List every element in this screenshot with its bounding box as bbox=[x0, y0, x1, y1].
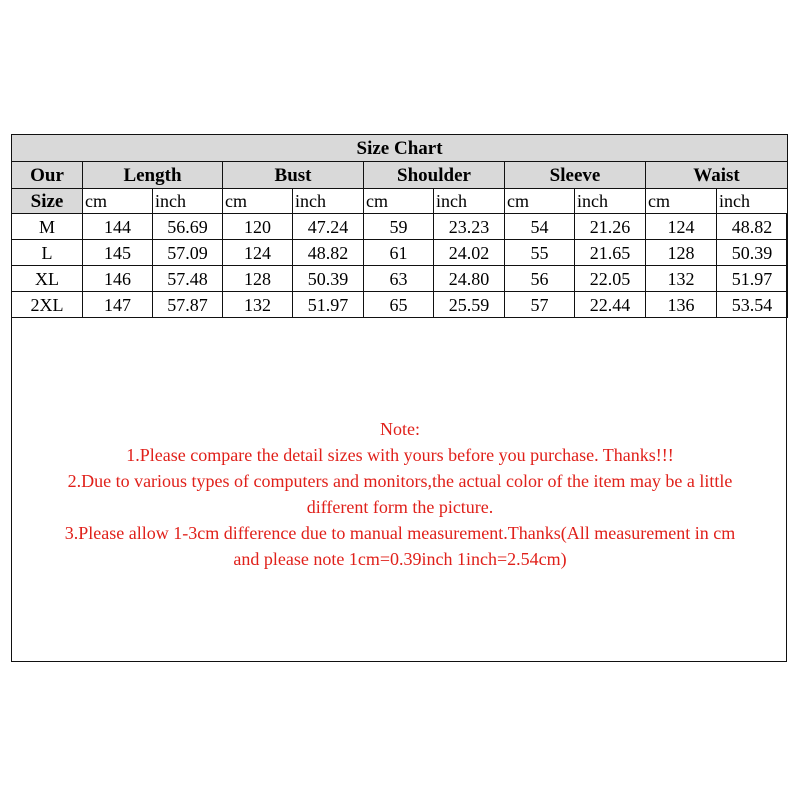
unit-cm: cm bbox=[83, 189, 153, 214]
table-cell: 57 bbox=[505, 292, 575, 318]
table-cell: 47.24 bbox=[293, 214, 364, 240]
table-cell: 57.09 bbox=[153, 240, 223, 266]
unit-inch: inch bbox=[575, 189, 646, 214]
header-shoulder: Shoulder bbox=[364, 162, 505, 189]
table-cell: 51.97 bbox=[293, 292, 364, 318]
table-cell: 56.69 bbox=[153, 214, 223, 240]
unit-inch: inch bbox=[153, 189, 223, 214]
table-cell: 22.44 bbox=[575, 292, 646, 318]
table-cell: 51.97 bbox=[717, 266, 788, 292]
size-cell: XL bbox=[12, 266, 83, 292]
table-cell: 124 bbox=[223, 240, 293, 266]
table-row bbox=[12, 214, 788, 240]
table-cell: 132 bbox=[646, 266, 717, 292]
header-waist: Waist bbox=[646, 162, 788, 189]
table-cell: 145 bbox=[83, 240, 153, 266]
unit-cm: cm bbox=[505, 189, 575, 214]
unit-inch: inch bbox=[717, 189, 788, 214]
table-cell: 128 bbox=[223, 266, 293, 292]
table-cell: 132 bbox=[223, 292, 293, 318]
table-cell: 48.82 bbox=[717, 214, 788, 240]
size-header-bottom: Size bbox=[12, 189, 83, 214]
size-cell: M bbox=[12, 214, 83, 240]
note-line: 1.Please compare the detail sizes with yours before you purchase. Thanks!!! bbox=[126, 445, 674, 465]
size-header-top: Our bbox=[12, 162, 83, 189]
table-cell: 48.82 bbox=[293, 240, 364, 266]
table-cell: 56 bbox=[505, 266, 575, 292]
note-line: and please note 1cm=0.39inch 1inch=2.54cm) bbox=[233, 549, 567, 569]
table-cell: 54 bbox=[505, 214, 575, 240]
table-cell: 53.54 bbox=[717, 292, 788, 318]
table-cell: 50.39 bbox=[293, 266, 364, 292]
table-row bbox=[12, 240, 788, 266]
header-length: Length bbox=[83, 162, 223, 189]
table-cell: 120 bbox=[223, 214, 293, 240]
table-cell: 146 bbox=[83, 266, 153, 292]
notes-block bbox=[12, 416, 788, 572]
title-row bbox=[12, 135, 788, 162]
header-sleeve: Sleeve bbox=[505, 162, 646, 189]
table-cell: 57.48 bbox=[153, 266, 223, 292]
unit-cm: cm bbox=[646, 189, 717, 214]
table-cell: 147 bbox=[83, 292, 153, 318]
table-cell: 136 bbox=[646, 292, 717, 318]
table-cell: 21.65 bbox=[575, 240, 646, 266]
table-cell: 63 bbox=[364, 266, 434, 292]
table-cell: 128 bbox=[646, 240, 717, 266]
size-cell: L bbox=[12, 240, 83, 266]
table-cell: 55 bbox=[505, 240, 575, 266]
table-row bbox=[12, 266, 788, 292]
table-cell: 21.26 bbox=[575, 214, 646, 240]
note-line: different form the picture. bbox=[306, 497, 494, 517]
table-cell: 144 bbox=[83, 214, 153, 240]
table-cell: 59 bbox=[364, 214, 434, 240]
size-cell: 2XL bbox=[12, 292, 83, 318]
table-cell: 65 bbox=[364, 292, 434, 318]
unit-inch: inch bbox=[434, 189, 505, 214]
table-cell: 124 bbox=[646, 214, 717, 240]
unit-inch: inch bbox=[293, 189, 364, 214]
table-cell: 61 bbox=[364, 240, 434, 266]
unit-row bbox=[12, 189, 788, 214]
header-row bbox=[12, 162, 788, 189]
table-title: Size Chart bbox=[12, 135, 788, 162]
notes-heading: Note: bbox=[380, 419, 420, 439]
table-cell: 50.39 bbox=[717, 240, 788, 266]
note-line: 2.Due to various types of computers and monitors,the actual color of the item may be a little bbox=[67, 471, 733, 491]
table-cell: 24.80 bbox=[434, 266, 505, 292]
note-line: 3.Please allow 1-3cm difference due to manual measurement.Thanks(All measurement in cm bbox=[64, 523, 736, 543]
table-row bbox=[12, 292, 788, 318]
unit-cm: cm bbox=[364, 189, 434, 214]
table-cell: 25.59 bbox=[434, 292, 505, 318]
table-cell: 23.23 bbox=[434, 214, 505, 240]
table-cell: 24.02 bbox=[434, 240, 505, 266]
table-cell: 22.05 bbox=[575, 266, 646, 292]
header-bust: Bust bbox=[223, 162, 364, 189]
size-chart-table bbox=[11, 134, 788, 318]
unit-cm: cm bbox=[223, 189, 293, 214]
table-cell: 57.87 bbox=[153, 292, 223, 318]
